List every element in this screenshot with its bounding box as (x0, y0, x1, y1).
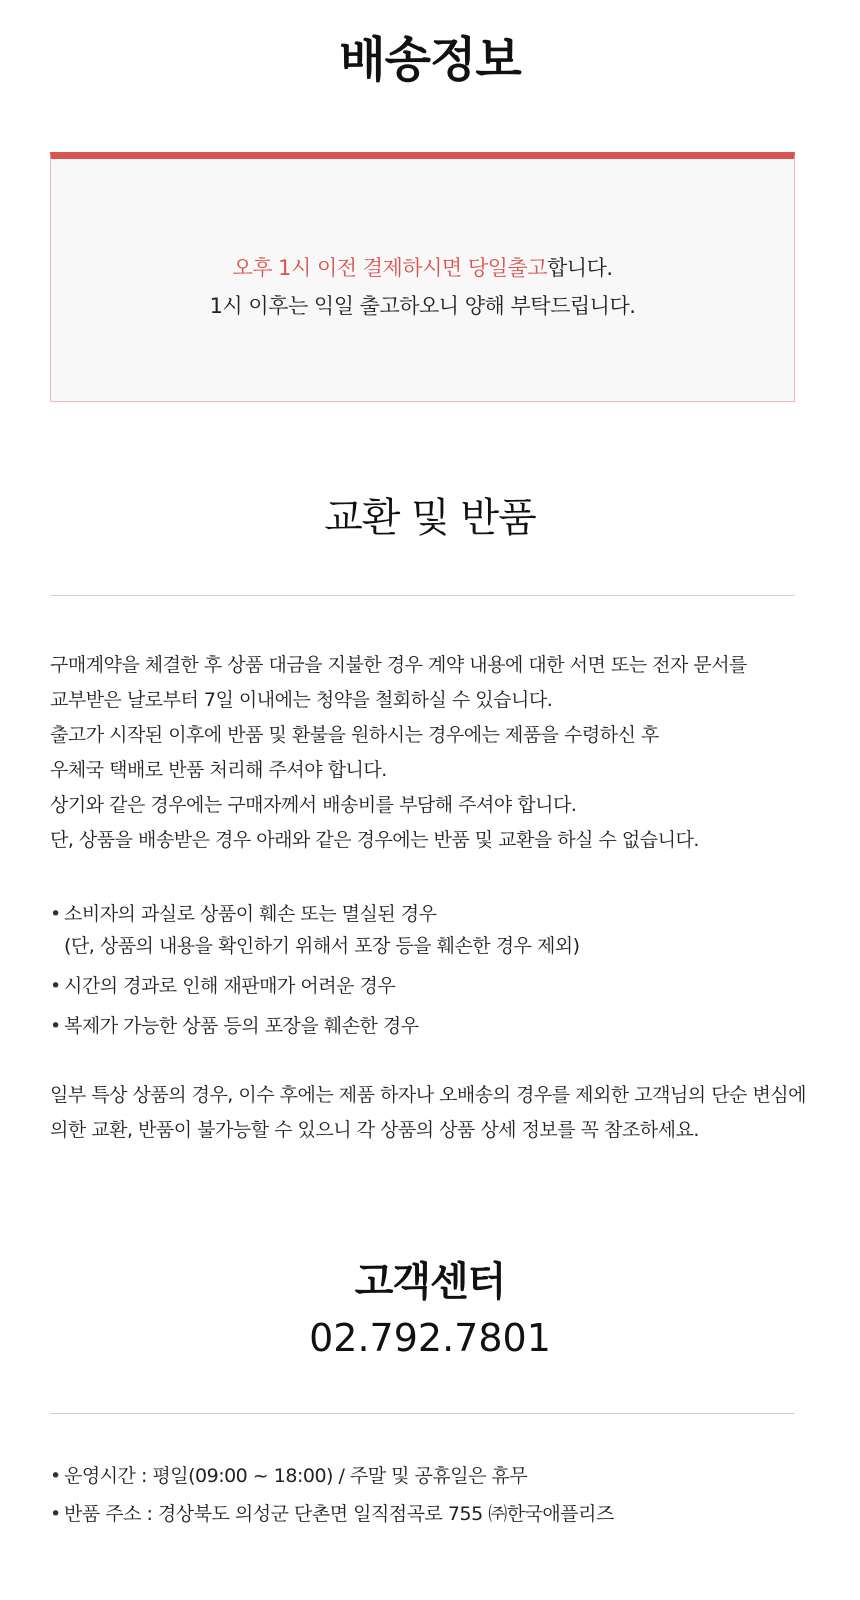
list-item-text: 복제가 가능한 상품 등의 포장을 훼손한 경우 (64, 1015, 419, 1037)
list-item-text: 시간의 경과로 인해 재판매가 어려운 경우 (64, 975, 396, 997)
policy-line: 우체국 택배로 반품 처리해 주셔야 합니다. (50, 759, 387, 781)
policy-line: 출고가 시작된 이후에 반품 및 환불을 원하시는 경우에는 제품을 수령하신 후 (50, 724, 659, 746)
special-notice-line: 의한 교환, 반품이 불가능할 수 있으니 각 상품의 상품 상세 정보를 꼭 참조하세요. (50, 1119, 699, 1141)
notice-line-1-rest: 합니다. (547, 256, 613, 280)
policy-line: 구매계약을 체결한 후 상품 대금을 지불한 경우 계약 내용에 대한 서면 또는 전자 문서를 (50, 654, 747, 676)
policy-line: 단, 상품을 배송받은 경우 아래와 같은 경우에는 반품 및 교환을 하실 수 없습니다. (50, 829, 699, 851)
list-item-subtext: (단, 상품의 내용을 확인하기 위해서 포장 등을 훼손한 경우 제외) (64, 935, 580, 957)
notice-line-2: 1시 이후는 익일 출고하오니 양해 부탁드립니다. (209, 294, 636, 318)
special-notice-line: 일부 특상 상품의 경우, 이수 후에는 제품 하자나 오배송의 경우를 제외한 고객님의 단순 변심에 (50, 1084, 807, 1106)
shipping-notice-box (50, 152, 795, 402)
exchange-policy-paragraph (50, 648, 810, 858)
divider (50, 1413, 795, 1414)
customer-center-info-list (50, 1460, 810, 1536)
list-item-text: 소비자의 과실로 상품이 훼손 또는 멸실된 경우 (64, 903, 437, 925)
customer-center-title: 고객센터 (354, 1259, 506, 1305)
special-product-notice (50, 1078, 810, 1148)
non-returnable-conditions-list (50, 898, 810, 1050)
customer-center-phone[interactable]: 02.792.7801 (309, 1316, 551, 1360)
list-item (50, 1010, 810, 1042)
return-address-text: 반품 주소 : 경상북도 의성군 단촌면 일직점곡로 755 ㈜한국애플리즈 (64, 1503, 614, 1525)
policy-line: 상기와 같은 경우에는 구매자께서 배송비를 부담해 주셔야 합니다. (50, 794, 577, 816)
notice-line-1 (51, 249, 794, 287)
operating-hours-item (50, 1460, 810, 1492)
policy-line: 교부받은 날로부터 7일 이내에는 청약을 철회하실 수 있습니다. (50, 689, 553, 711)
operating-hours-text: 운영시간 : 평일(09:00 ~ 18:00) / 주말 및 공휴일은 휴무 (64, 1465, 528, 1487)
list-item (50, 970, 810, 1002)
list-item (50, 898, 810, 962)
same-day-shipping-highlight: 오후 1시 이전 결제하시면 당일출고 (232, 256, 548, 280)
shipping-info-title: 배송정보 (339, 32, 521, 88)
return-address-item (50, 1498, 810, 1530)
divider (50, 595, 795, 596)
exchange-return-title: 교환 및 반품 (324, 495, 536, 541)
